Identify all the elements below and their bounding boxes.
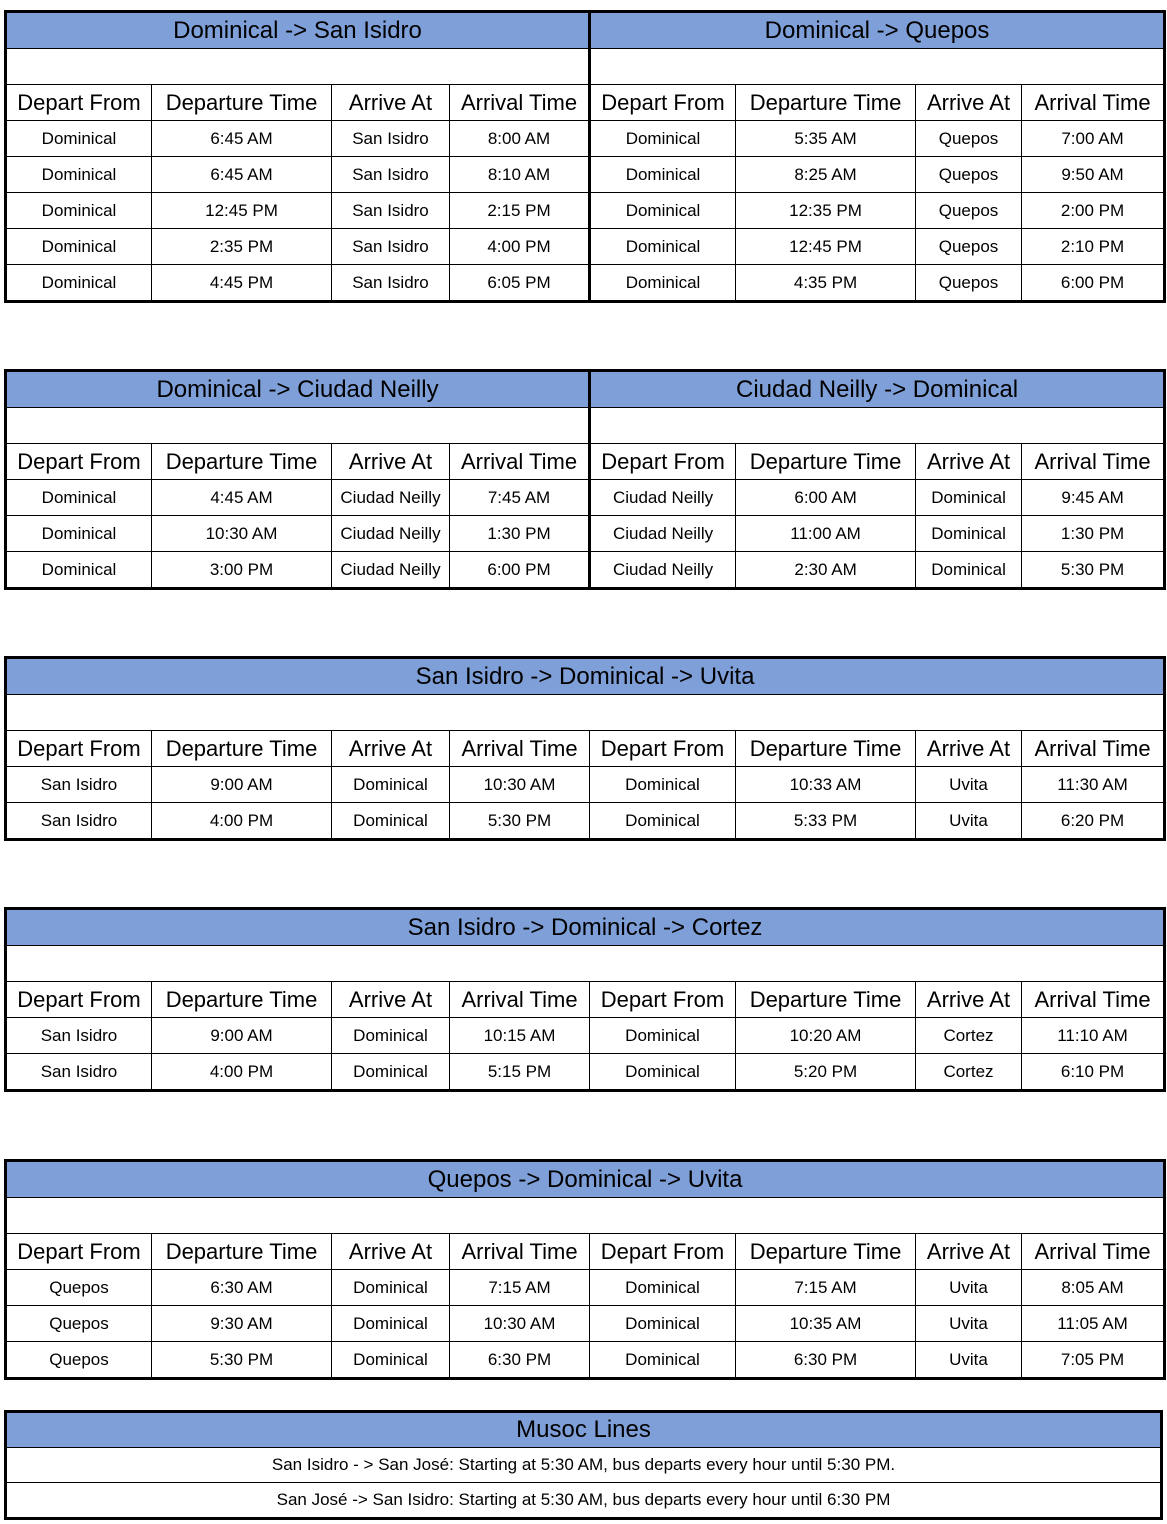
table-cell-arrival-time: 5:15 PM [450, 1054, 590, 1091]
table-cell-departure-time: 5:35 AM [736, 121, 916, 157]
table-cell-departure-time: 6:45 AM [152, 157, 332, 193]
musoc-line: San José -> San Isidro: Starting at 5:30 AM, bus departs every hour until 6:30 PM [6, 1483, 1162, 1519]
table-cell-arrival-time: 10:30 AM [450, 767, 590, 803]
table-cell-arrive-at: Dominical [332, 1342, 450, 1379]
table-cell-arrival-time: 1:30 PM [450, 516, 590, 552]
table-cell-departure-time: 10:30 AM [152, 516, 332, 552]
table-cell-arrival-time: 5:30 PM [1022, 552, 1165, 589]
spacer-cell [6, 695, 1165, 731]
table-cell-depart-from: Dominical [590, 767, 736, 803]
table-cell-depart-from: Dominical [590, 193, 736, 229]
schedule-table [4, 1159, 1166, 1380]
route-title-row [6, 371, 1165, 408]
column-header-arrive-at: Arrive At [332, 85, 450, 121]
route-title-dominical-quepos: Dominical -> Quepos [590, 12, 1165, 49]
column-header-depart-from: Depart From [590, 444, 736, 480]
table-row [6, 157, 1165, 193]
schedule-table [4, 656, 1166, 841]
table-cell-depart-from: Ciudad Neilly [590, 516, 736, 552]
route-title-san-isidro-dominical-uvita: San Isidro -> Dominical -> Uvita [6, 658, 1165, 695]
table-cell-arrive-at: Quepos [916, 157, 1022, 193]
table-cell-depart-from: Dominical [590, 1018, 736, 1054]
column-header-arrival-time: Arrival Time [450, 982, 590, 1018]
table-cell-depart-from: Dominical [590, 1306, 736, 1342]
spacer-row [6, 408, 1165, 444]
column-header-arrival-time: Arrival Time [1022, 982, 1165, 1018]
table-cell-departure-time: 4:45 PM [152, 265, 332, 302]
column-header-depart-from: Depart From [6, 982, 152, 1018]
table-cell-depart-from: Dominical [590, 1342, 736, 1379]
column-header-arrive-at: Arrive At [916, 1234, 1022, 1270]
table-cell-arrival-time: 11:05 AM [1022, 1306, 1165, 1342]
spacer-row [6, 49, 1165, 85]
table-cell-departure-time: 5:20 PM [736, 1054, 916, 1091]
table-cell-depart-from: Ciudad Neilly [590, 480, 736, 516]
column-header-departure-time: Departure Time [736, 444, 916, 480]
table-cell-arrive-at: Dominical [916, 480, 1022, 516]
column-header-departure-time: Departure Time [152, 444, 332, 480]
musoc-title-row [6, 1412, 1162, 1448]
table-cell-arrive-at: Dominical [332, 1306, 450, 1342]
table-cell-departure-time: 10:20 AM [736, 1018, 916, 1054]
spacer-row [6, 946, 1165, 982]
table-cell-arrival-time: 7:05 PM [1022, 1342, 1165, 1379]
table-cell-arrival-time: 2:10 PM [1022, 229, 1165, 265]
table-cell-arrival-time: 6:10 PM [1022, 1054, 1165, 1091]
route-title-dominical-san-isidro: Dominical -> San Isidro [6, 12, 590, 49]
column-header-depart-from: Depart From [6, 85, 152, 121]
table-row [6, 803, 1165, 840]
table-cell-arrival-time: 6:20 PM [1022, 803, 1165, 840]
spacer-row [6, 1198, 1165, 1234]
table-cell-arrive-at: Dominical [332, 1054, 450, 1091]
column-header-depart-from: Depart From [6, 731, 152, 767]
table-row [6, 516, 1165, 552]
table-cell-arrive-at: Uvita [916, 767, 1022, 803]
table-cell-arrive-at: Quepos [916, 121, 1022, 157]
table-cell-depart-from: San Isidro [6, 1018, 152, 1054]
spacer-cell [590, 49, 1165, 85]
table-cell-arrival-time: 6:00 PM [1022, 265, 1165, 302]
table-cell-arrival-time: 11:10 AM [1022, 1018, 1165, 1054]
table-row [6, 121, 1165, 157]
table-cell-arrive-at: San Isidro [332, 121, 450, 157]
column-header-depart-from: Depart From [590, 982, 736, 1018]
table-cell-arrive-at: Dominical [332, 1018, 450, 1054]
table-cell-depart-from: Dominical [6, 265, 152, 302]
table-cell-arrive-at: Uvita [916, 803, 1022, 840]
table-cell-arrive-at: Ciudad Neilly [332, 516, 450, 552]
table-cell-depart-from: Dominical [6, 480, 152, 516]
column-header-row [6, 85, 1165, 121]
table-cell-depart-from: Quepos [6, 1270, 152, 1306]
table-cell-departure-time: 8:25 AM [736, 157, 916, 193]
route-title-ciudad-neilly-dominical: Ciudad Neilly -> Dominical [590, 371, 1165, 408]
table-cell-arrival-time: 9:50 AM [1022, 157, 1165, 193]
table-cell-depart-from: Dominical [6, 229, 152, 265]
table-cell-arrive-at: Uvita [916, 1270, 1022, 1306]
column-header-arrival-time: Arrival Time [1022, 1234, 1165, 1270]
table-cell-arrival-time: 7:45 AM [450, 480, 590, 516]
table-row [6, 229, 1165, 265]
table-cell-arrival-time: 8:05 AM [1022, 1270, 1165, 1306]
table-cell-departure-time: 2:35 PM [152, 229, 332, 265]
table-cell-departure-time: 9:00 AM [152, 767, 332, 803]
table-row [6, 1054, 1165, 1091]
table-cell-arrival-time: 2:15 PM [450, 193, 590, 229]
table-cell-departure-time: 6:00 AM [736, 480, 916, 516]
spacer-cell [6, 1198, 1165, 1234]
table-cell-arrive-at: Dominical [916, 516, 1022, 552]
column-header-arrival-time: Arrival Time [1022, 444, 1165, 480]
table-cell-depart-from: San Isidro [6, 1054, 152, 1091]
table-row [6, 767, 1165, 803]
column-header-arrive-at: Arrive At [916, 731, 1022, 767]
table-cell-arrive-at: Quepos [916, 193, 1022, 229]
table-cell-arrive-at: Quepos [916, 265, 1022, 302]
table-cell-depart-from: Dominical [6, 193, 152, 229]
column-header-row [6, 1234, 1165, 1270]
table-cell-depart-from: Dominical [590, 1270, 736, 1306]
column-header-depart-from: Depart From [590, 731, 736, 767]
schedule-table [4, 907, 1166, 1092]
table-cell-arrive-at: Dominical [332, 1270, 450, 1306]
table-cell-depart-from: Dominical [6, 121, 152, 157]
route-title-row [6, 909, 1165, 946]
table-cell-depart-from: San Isidro [6, 803, 152, 840]
spacer-row [6, 695, 1165, 731]
table-cell-departure-time: 6:30 AM [152, 1270, 332, 1306]
spacer-cell [590, 408, 1165, 444]
column-header-arrive-at: Arrive At [332, 982, 450, 1018]
table-cell-depart-from: Dominical [590, 157, 736, 193]
table-row [6, 1270, 1165, 1306]
table-row [6, 1342, 1165, 1379]
column-header-row [6, 444, 1165, 480]
spacer-cell [6, 408, 590, 444]
table-cell-arrive-at: Cortez [916, 1018, 1022, 1054]
spacer-cell [6, 946, 1165, 982]
schedule-table [4, 10, 1166, 303]
table-cell-arrival-time: 10:30 AM [450, 1306, 590, 1342]
table-cell-arrive-at: Dominical [916, 552, 1022, 589]
route-title-san-isidro-dominical-cortez: San Isidro -> Dominical -> Cortez [6, 909, 1165, 946]
table-cell-departure-time: 3:00 PM [152, 552, 332, 589]
table-row [6, 552, 1165, 589]
musoc-lines-table [4, 1410, 1163, 1520]
table-cell-arrive-at: Cortez [916, 1054, 1022, 1091]
table-cell-departure-time: 10:33 AM [736, 767, 916, 803]
column-header-departure-time: Departure Time [152, 1234, 332, 1270]
table-cell-depart-from: San Isidro [6, 767, 152, 803]
table-row [6, 265, 1165, 302]
table-cell-departure-time: 5:30 PM [152, 1342, 332, 1379]
table-cell-arrival-time: 4:00 PM [450, 229, 590, 265]
column-header-row [6, 982, 1165, 1018]
table-cell-arrival-time: 5:30 PM [450, 803, 590, 840]
route-title-row [6, 658, 1165, 695]
route-title-dominical-ciudad-neilly: Dominical -> Ciudad Neilly [6, 371, 590, 408]
table-cell-depart-from: Quepos [6, 1342, 152, 1379]
table-cell-departure-time: 2:30 AM [736, 552, 916, 589]
table-cell-depart-from: Ciudad Neilly [590, 552, 736, 589]
table-cell-arrive-at: San Isidro [332, 265, 450, 302]
table-row [6, 193, 1165, 229]
table-cell-depart-from: Dominical [6, 516, 152, 552]
table-cell-depart-from: Dominical [590, 803, 736, 840]
column-header-depart-from: Depart From [590, 1234, 736, 1270]
table-cell-arrival-time: 2:00 PM [1022, 193, 1165, 229]
table-cell-arrival-time: 11:30 AM [1022, 767, 1165, 803]
table-cell-depart-from: Quepos [6, 1306, 152, 1342]
column-header-arrive-at: Arrive At [332, 1234, 450, 1270]
column-header-departure-time: Departure Time [152, 731, 332, 767]
table-cell-departure-time: 11:00 AM [736, 516, 916, 552]
table-cell-arrive-at: Uvita [916, 1306, 1022, 1342]
table-cell-departure-time: 4:00 PM [152, 1054, 332, 1091]
table-cell-depart-from: Dominical [590, 1054, 736, 1091]
musoc-line-row [6, 1483, 1162, 1519]
table-cell-arrive-at: San Isidro [332, 193, 450, 229]
table-cell-departure-time: 12:45 PM [152, 193, 332, 229]
table-cell-departure-time: 4:35 PM [736, 265, 916, 302]
column-header-departure-time: Departure Time [736, 982, 916, 1018]
table-cell-depart-from: Dominical [6, 157, 152, 193]
column-header-depart-from: Depart From [6, 1234, 152, 1270]
table-cell-arrival-time: 1:30 PM [1022, 516, 1165, 552]
table-cell-departure-time: 7:15 AM [736, 1270, 916, 1306]
column-header-arrival-time: Arrival Time [1022, 731, 1165, 767]
table-cell-arrival-time: 6:00 PM [450, 552, 590, 589]
spacer-cell [6, 49, 590, 85]
table-cell-departure-time: 10:35 AM [736, 1306, 916, 1342]
musoc-line-row [6, 1448, 1162, 1483]
column-header-row [6, 731, 1165, 767]
table-cell-departure-time: 12:45 PM [736, 229, 916, 265]
table-cell-departure-time: 4:00 PM [152, 803, 332, 840]
column-header-arrival-time: Arrival Time [450, 85, 590, 121]
table-cell-arrive-at: San Isidro [332, 229, 450, 265]
column-header-arrival-time: Arrival Time [450, 731, 590, 767]
table-cell-arrival-time: 9:45 AM [1022, 480, 1165, 516]
table-cell-arrival-time: 7:00 AM [1022, 121, 1165, 157]
table-cell-arrive-at: Dominical [332, 767, 450, 803]
musoc-line: San Isidro - > San José: Starting at 5:30 AM, bus departs every hour until 5:30 PM. [6, 1448, 1162, 1483]
column-header-arrival-time: Arrival Time [450, 1234, 590, 1270]
column-header-arrive-at: Arrive At [332, 444, 450, 480]
table-cell-arrival-time: 8:10 AM [450, 157, 590, 193]
table-cell-departure-time: 9:00 AM [152, 1018, 332, 1054]
table-cell-depart-from: Dominical [6, 552, 152, 589]
column-header-arrive-at: Arrive At [332, 731, 450, 767]
table-cell-arrive-at: Dominical [332, 803, 450, 840]
table-cell-arrival-time: 7:15 AM [450, 1270, 590, 1306]
column-header-departure-time: Departure Time [736, 85, 916, 121]
schedule-table [4, 369, 1166, 590]
table-row [6, 1306, 1165, 1342]
route-title-row [6, 1161, 1165, 1198]
table-cell-arrival-time: 8:00 AM [450, 121, 590, 157]
table-cell-arrive-at: Uvita [916, 1342, 1022, 1379]
table-row [6, 1018, 1165, 1054]
musoc-title: Musoc Lines [6, 1412, 1162, 1448]
table-cell-departure-time: 6:45 AM [152, 121, 332, 157]
table-cell-departure-time: 6:30 PM [736, 1342, 916, 1379]
table-cell-arrival-time: 10:15 AM [450, 1018, 590, 1054]
column-header-depart-from: Depart From [6, 444, 152, 480]
column-header-departure-time: Departure Time [152, 85, 332, 121]
table-cell-departure-time: 12:35 PM [736, 193, 916, 229]
table-cell-departure-time: 5:33 PM [736, 803, 916, 840]
table-cell-arrive-at: Ciudad Neilly [332, 552, 450, 589]
column-header-departure-time: Departure Time [736, 1234, 916, 1270]
table-cell-depart-from: Dominical [590, 229, 736, 265]
column-header-depart-from: Depart From [590, 85, 736, 121]
column-header-departure-time: Departure Time [736, 731, 916, 767]
table-cell-arrival-time: 6:30 PM [450, 1342, 590, 1379]
column-header-arrive-at: Arrive At [916, 444, 1022, 480]
column-header-arrival-time: Arrival Time [1022, 85, 1165, 121]
column-header-departure-time: Departure Time [152, 982, 332, 1018]
table-cell-depart-from: Dominical [590, 265, 736, 302]
table-cell-arrive-at: San Isidro [332, 157, 450, 193]
table-cell-departure-time: 9:30 AM [152, 1306, 332, 1342]
table-row [6, 480, 1165, 516]
column-header-arrive-at: Arrive At [916, 982, 1022, 1018]
column-header-arrive-at: Arrive At [916, 85, 1022, 121]
table-cell-departure-time: 4:45 AM [152, 480, 332, 516]
table-cell-arrive-at: Quepos [916, 229, 1022, 265]
table-cell-depart-from: Dominical [590, 121, 736, 157]
route-title-row [6, 12, 1165, 49]
table-cell-arrive-at: Ciudad Neilly [332, 480, 450, 516]
table-cell-arrival-time: 6:05 PM [450, 265, 590, 302]
route-title-quepos-dominical-uvita: Quepos -> Dominical -> Uvita [6, 1161, 1165, 1198]
column-header-arrival-time: Arrival Time [450, 444, 590, 480]
